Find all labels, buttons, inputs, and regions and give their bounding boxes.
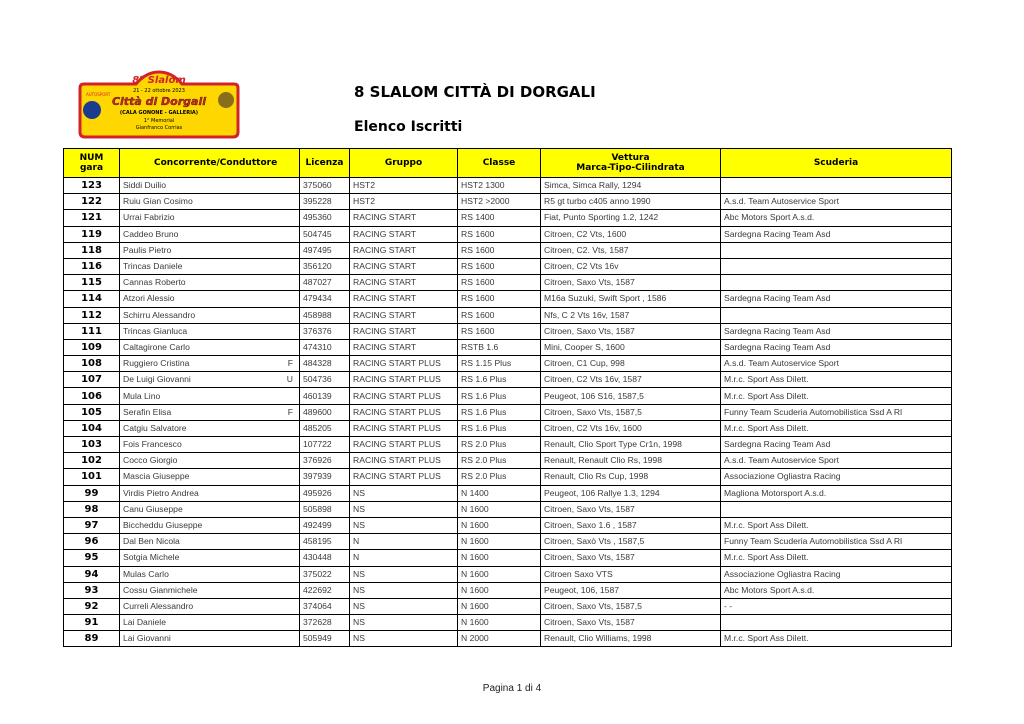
driver-name: Lai Daniele (123, 617, 166, 628)
cell-driver (120, 178, 300, 194)
cell-group: RACING START (350, 210, 458, 226)
cell-class: RS 2.0 Plus (458, 453, 541, 469)
cell-num: 91 (64, 615, 120, 631)
cell-driver (120, 275, 300, 291)
cell-team: M.r.c. Sport Ass Dilett. (721, 517, 952, 533)
cell-group: NS (350, 501, 458, 517)
header-num-line1: NUM (79, 153, 104, 163)
cell-license: 430448 (300, 550, 350, 566)
cell-class: RS 1400 (458, 210, 541, 226)
table-row (64, 631, 952, 647)
cell-driver (120, 615, 300, 631)
cell-car: Citroen, Saxo 1.6 , 1587 (541, 517, 721, 533)
cell-driver (120, 501, 300, 517)
cell-driver (120, 242, 300, 258)
table-row (64, 307, 952, 323)
cell-class: RS 2.0 Plus (458, 437, 541, 453)
cell-license: 495360 (300, 210, 350, 226)
cell-driver (120, 453, 300, 469)
logo-dates: 21 - 22 ottobre 2023 (133, 88, 185, 94)
cell-car: Citroen, C2 Vts 16v (541, 258, 721, 274)
table-row (64, 372, 952, 388)
table-row (64, 388, 952, 404)
table-row (64, 534, 952, 550)
cell-team: A.s.d. Team Autoservice Sport (721, 194, 952, 210)
cell-driver (120, 517, 300, 533)
cell-group: RACING START PLUS (350, 453, 458, 469)
cell-num: 122 (64, 194, 120, 210)
logo-graphic (76, 70, 242, 140)
cell-team: Associazione Ogliastra Racing (721, 469, 952, 485)
cell-team (721, 242, 952, 258)
cell-group: NS (350, 615, 458, 631)
cell-num: 94 (64, 566, 120, 582)
cell-group: RACING START PLUS (350, 420, 458, 436)
cell-license: 504736 (300, 372, 350, 388)
driver-name: Cocco Giorgio (123, 455, 178, 466)
page-title: 8 SLALOM CITTÀ DI DORGALI (354, 83, 596, 101)
table-row (64, 582, 952, 598)
driver-name: Caltagirone Carlo (123, 341, 190, 352)
cell-driver (120, 550, 300, 566)
cell-num: 89 (64, 631, 120, 647)
header-license: Licenza (300, 149, 350, 178)
cell-team: M.r.c. Sport Ass Dilett. (721, 420, 952, 436)
cell-class: N 1600 (458, 598, 541, 614)
cell-license: 492499 (300, 517, 350, 533)
table-row (64, 258, 952, 274)
driver-name: Biccheddu Giuseppe (123, 520, 203, 531)
cell-class: RS 1.6 Plus (458, 420, 541, 436)
cell-car: Renault, Clio Williams, 1998 (541, 631, 721, 647)
cell-class: N 1600 (458, 615, 541, 631)
cell-team (721, 501, 952, 517)
cell-class: N 2000 (458, 631, 541, 647)
cell-num: 108 (64, 356, 120, 372)
driver-name: De Luigi Giovanni (123, 374, 191, 385)
page-footer: Pagina 1 di 4 (482, 683, 542, 694)
cell-group: RACING START PLUS (350, 356, 458, 372)
header-car (541, 149, 721, 178)
cell-group: HST2 (350, 194, 458, 210)
logo-line3: (CALA GONONE - GALLERIA) (119, 110, 199, 116)
cell-license: 458988 (300, 307, 350, 323)
cell-car: Citroen, Saxo Vts, 1587 (541, 323, 721, 339)
driver-name: Sotgia Michele (123, 552, 180, 563)
cell-num: 116 (64, 258, 120, 274)
table-row (64, 550, 952, 566)
cell-car: Citroen, C1 Cup, 998 (541, 356, 721, 372)
table-row (64, 275, 952, 291)
driver-gender: F (287, 406, 293, 417)
cell-team: Sardegna Racing Team Asd (721, 226, 952, 242)
event-logo (76, 70, 242, 140)
cell-team: Associazione Ogliastra Racing (721, 566, 952, 582)
cell-team (721, 258, 952, 274)
cell-num: 115 (64, 275, 120, 291)
cell-group: NS (350, 631, 458, 647)
cell-car: Citroen, C2 Vts, 1600 (541, 226, 721, 242)
cell-driver (120, 258, 300, 274)
cell-num: 114 (64, 291, 120, 307)
driver-name: Fois Francesco (123, 439, 182, 450)
cell-num: 105 (64, 404, 120, 420)
right-emblem-icon (218, 92, 234, 108)
cell-license: 505898 (300, 501, 350, 517)
cell-num: 121 (64, 210, 120, 226)
cell-team (721, 178, 952, 194)
cell-team: Sardegna Racing Team Asd (721, 437, 952, 453)
cell-license: 485205 (300, 420, 350, 436)
table-row (64, 242, 952, 258)
cell-license: 375022 (300, 566, 350, 582)
table-row (64, 566, 952, 582)
cell-car: Citroen, Saxo Vts, 1587 (541, 501, 721, 517)
driver-name: Virdis Pietro Andrea (123, 487, 199, 498)
driver-name: Mulas Carlo (123, 568, 169, 579)
cell-driver (120, 631, 300, 647)
cell-team: Funny Team Scuderia Automobilistica Ssd A Rl (721, 404, 952, 420)
driver-name: Trincas Daniele (123, 261, 183, 272)
cell-class: RS 1600 (458, 258, 541, 274)
header-car-line2: Marca-Tipo-Cilindrata (576, 163, 685, 173)
cell-class: N 1600 (458, 566, 541, 582)
table-row (64, 339, 952, 355)
table-row (64, 615, 952, 631)
driver-name: Atzori Alessio (123, 293, 175, 304)
cell-license: 495926 (300, 485, 350, 501)
cell-group: N (350, 534, 458, 550)
logo-side-text: AUTOSPORT (86, 92, 111, 97)
driver-gender: U (286, 374, 293, 385)
table-row (64, 178, 952, 194)
cell-car: Citroen, C2 Vts 16v, 1600 (541, 420, 721, 436)
cell-num: 98 (64, 501, 120, 517)
driver-name: Serafin Elisa (123, 406, 172, 417)
cell-group: RACING START (350, 307, 458, 323)
cell-group: HST2 (350, 178, 458, 194)
cell-license: 458195 (300, 534, 350, 550)
cell-num: 95 (64, 550, 120, 566)
cell-num: 93 (64, 582, 120, 598)
cell-license: 374064 (300, 598, 350, 614)
cell-car: Citroen, Saxo Vts, 1587 (541, 615, 721, 631)
cell-car: Citroen, Saxò Vts , 1587,5 (541, 534, 721, 550)
cell-group: RACING START (350, 323, 458, 339)
logo-line2: Città di Dorgali (111, 95, 207, 108)
cell-num: 96 (64, 534, 120, 550)
table-body (64, 178, 952, 647)
cell-group: NS (350, 598, 458, 614)
cell-class: N 1600 (458, 501, 541, 517)
cell-team: Magliona Motorsport A.s.d. (721, 485, 952, 501)
table-row (64, 226, 952, 242)
cell-license: 484328 (300, 356, 350, 372)
cell-group: NS (350, 485, 458, 501)
cell-num: 109 (64, 339, 120, 355)
cell-class: RS 1.6 Plus (458, 404, 541, 420)
table-row (64, 323, 952, 339)
driver-name: Siddi Duilio (123, 180, 166, 191)
cell-driver (120, 194, 300, 210)
cell-class: RS 1600 (458, 242, 541, 258)
cell-car: Citroen, Saxo Vts, 1587 (541, 550, 721, 566)
cell-car: R5 gt turbo c405 anno 1990 (541, 194, 721, 210)
cell-car: Peugeot, 106 Rallye 1.3, 1294 (541, 485, 721, 501)
cell-class: RS 1.15 Plus (458, 356, 541, 372)
cell-group: NS (350, 517, 458, 533)
cell-driver (120, 339, 300, 355)
cell-class: RS 1600 (458, 275, 541, 291)
cell-num: 112 (64, 307, 120, 323)
cell-group: RACING START (350, 339, 458, 355)
cell-driver (120, 598, 300, 614)
cell-driver (120, 307, 300, 323)
cell-license: 489600 (300, 404, 350, 420)
cell-driver (120, 210, 300, 226)
cell-team (721, 275, 952, 291)
cell-class: RS 1600 (458, 291, 541, 307)
cell-driver (120, 226, 300, 242)
cell-class: RS 1600 (458, 323, 541, 339)
cell-license: 376926 (300, 453, 350, 469)
driver-name: Schirru Alessandro (123, 309, 196, 320)
cell-license: 505949 (300, 631, 350, 647)
logo-line1: 8° Slalom (132, 75, 186, 86)
driver-name: Trincas Gianluca (123, 325, 188, 336)
header-group: Gruppo (350, 149, 458, 178)
cell-class: RS 2.0 Plus (458, 469, 541, 485)
cell-team (721, 615, 952, 631)
table-row (64, 501, 952, 517)
cell-driver (120, 469, 300, 485)
table-row (64, 194, 952, 210)
table-row (64, 469, 952, 485)
cell-team: M.r.c. Sport Ass Dilett. (721, 631, 952, 647)
cell-group: RACING START (350, 226, 458, 242)
cell-group: RACING START PLUS (350, 404, 458, 420)
cell-license: 375060 (300, 178, 350, 194)
cell-car: Peugeot, 106 S16, 1587,5 (541, 388, 721, 404)
cell-license: 356120 (300, 258, 350, 274)
header-team: Scuderia (721, 149, 952, 178)
driver-name: Caddeo Bruno (123, 228, 179, 239)
cell-driver (120, 420, 300, 436)
cell-car: Nfs, C 2 Vts 16v, 1587 (541, 307, 721, 323)
driver-name: Urrai Fabrizio (123, 212, 175, 223)
cell-group: RACING START (350, 291, 458, 307)
cell-num: 107 (64, 372, 120, 388)
cell-num: 106 (64, 388, 120, 404)
cell-driver (120, 404, 300, 420)
logo-line5: Gianfranco Corrias (135, 125, 183, 131)
cell-group: RACING START PLUS (350, 437, 458, 453)
cell-driver (120, 372, 300, 388)
cell-license: 107722 (300, 437, 350, 453)
driver-name: Canu Giuseppe (123, 503, 183, 514)
cell-car: M16a Suzuki, Swift Sport , 1586 (541, 291, 721, 307)
driver-name: Mula Lino (123, 390, 161, 401)
cell-num: 118 (64, 242, 120, 258)
table-row (64, 485, 952, 501)
cell-class: N 1600 (458, 582, 541, 598)
left-emblem-icon (83, 101, 101, 119)
cell-car: Mini, Cooper S, 1600 (541, 339, 721, 355)
cell-car: Citroen, C2 Vts 16v, 1587 (541, 372, 721, 388)
cell-team: M.r.c. Sport Ass Dilett. (721, 372, 952, 388)
cell-license: 504745 (300, 226, 350, 242)
cell-class: N 1400 (458, 485, 541, 501)
cell-group: RACING START PLUS (350, 388, 458, 404)
cell-num: 111 (64, 323, 120, 339)
cell-team: Funny Team Scuderia Automobilistica Ssd A Rl (721, 534, 952, 550)
cell-car: Renault, Renault Clio Rs, 1998 (541, 453, 721, 469)
cell-license: 487027 (300, 275, 350, 291)
cell-num: 101 (64, 469, 120, 485)
page-subtitle: Elenco Iscritti (354, 119, 463, 135)
cell-driver (120, 582, 300, 598)
table-row (64, 291, 952, 307)
cell-num: 92 (64, 598, 120, 614)
table-row (64, 210, 952, 226)
cell-license: 479434 (300, 291, 350, 307)
cell-class: RS 1600 (458, 226, 541, 242)
cell-class: HST2 >2000 (458, 194, 541, 210)
cell-car: Citroen, Saxo Vts, 1587 (541, 275, 721, 291)
header-class: Classe (458, 149, 541, 178)
cell-num: 123 (64, 178, 120, 194)
cell-car: Simca, Simca Rally, 1294 (541, 178, 721, 194)
cell-num: 103 (64, 437, 120, 453)
cell-driver (120, 566, 300, 582)
cell-license: 372628 (300, 615, 350, 631)
cell-num: 119 (64, 226, 120, 242)
cell-class: RS 1600 (458, 307, 541, 323)
cell-group: RACING START PLUS (350, 469, 458, 485)
cell-group: RACING START (350, 258, 458, 274)
cell-team: A.s.d. Team Autoservice Sport (721, 453, 952, 469)
cell-car: Fiat, Punto Sporting 1.2, 1242 (541, 210, 721, 226)
driver-name: Ruiu Gian Cosimo (123, 196, 193, 207)
table-row (64, 437, 952, 453)
driver-name: Cossu Gianmichele (123, 584, 198, 595)
cell-team: Sardegna Racing Team Asd (721, 323, 952, 339)
cell-class: N 1600 (458, 517, 541, 533)
cell-license: 460139 (300, 388, 350, 404)
cell-team: Abc Motors Sport A.s.d. (721, 582, 952, 598)
table-row (64, 356, 952, 372)
cell-driver (120, 388, 300, 404)
header-car-line1: Vettura (611, 153, 650, 163)
cell-class: RS 1.6 Plus (458, 388, 541, 404)
cell-num: 104 (64, 420, 120, 436)
cell-license: 397939 (300, 469, 350, 485)
cell-class: N 1600 (458, 534, 541, 550)
table-row (64, 598, 952, 614)
driver-gender: F (287, 358, 293, 369)
cell-driver (120, 485, 300, 501)
cell-car: Citroen Saxo VTS (541, 566, 721, 582)
driver-name: Mascia Giuseppe (123, 471, 190, 482)
cell-car: Citroen, C2. Vts, 1587 (541, 242, 721, 258)
cell-driver (120, 291, 300, 307)
cell-team (721, 307, 952, 323)
header-num (64, 149, 120, 178)
table-row (64, 404, 952, 420)
cell-car: Citroen, Saxo Vts, 1587,5 (541, 404, 721, 420)
logo-line4: 1° Memorial (143, 118, 175, 124)
cell-group: RACING START (350, 275, 458, 291)
cell-car: Renault, Clio Rs Cup, 1998 (541, 469, 721, 485)
driver-name: Cannas Roberto (123, 277, 186, 288)
cell-num: 102 (64, 453, 120, 469)
cell-num: 99 (64, 485, 120, 501)
cell-license: 395228 (300, 194, 350, 210)
cell-driver (120, 323, 300, 339)
cell-license: 422692 (300, 582, 350, 598)
cell-car: Citroen, Saxo Vts, 1587,5 (541, 598, 721, 614)
cell-group: RACING START (350, 242, 458, 258)
cell-driver (120, 356, 300, 372)
table-row (64, 517, 952, 533)
cell-group: RACING START PLUS (350, 372, 458, 388)
driver-name: Curreli Alessandro (123, 600, 194, 611)
driver-name: Lai Giovanni (123, 633, 171, 644)
header-driver: Concorrente/Conduttore (120, 149, 300, 178)
cell-driver (120, 437, 300, 453)
cell-class: N 1600 (458, 550, 541, 566)
driver-name: Ruggiero Cristina (123, 358, 190, 369)
cell-team: M.r.c. Sport Ass Dilett. (721, 388, 952, 404)
cell-class: HST2 1300 (458, 178, 541, 194)
driver-name: Catgiu Salvatore (123, 422, 187, 433)
table-row (64, 453, 952, 469)
cell-team: A.s.d. Team Autoservice Sport (721, 356, 952, 372)
cell-driver (120, 534, 300, 550)
cell-team: Abc Motors Sport A.s.d. (721, 210, 952, 226)
cell-car: Peugeot, 106, 1587 (541, 582, 721, 598)
table-header-row (64, 149, 952, 178)
cell-license: 497495 (300, 242, 350, 258)
cell-team: - - (721, 598, 952, 614)
driver-name: Dal Ben Nicola (123, 536, 180, 547)
driver-name: Paulis Pietro (123, 244, 172, 255)
cell-group: N (350, 550, 458, 566)
cell-license: 376376 (300, 323, 350, 339)
cell-car: Renault, Clio Sport Type Cr1n, 1998 (541, 437, 721, 453)
cell-class: RS 1.6 Plus (458, 372, 541, 388)
header-num-line2: gara (79, 163, 104, 173)
cell-num: 97 (64, 517, 120, 533)
cell-team: M.r.c. Sport Ass Dilett. (721, 550, 952, 566)
cell-class: RSTB 1.6 (458, 339, 541, 355)
cell-license: 474310 (300, 339, 350, 355)
cell-team: Sardegna Racing Team Asd (721, 291, 952, 307)
table-row (64, 420, 952, 436)
cell-group: NS (350, 582, 458, 598)
entry-list-table (63, 148, 952, 647)
cell-group: NS (350, 566, 458, 582)
cell-team: Sardegna Racing Team Asd (721, 339, 952, 355)
